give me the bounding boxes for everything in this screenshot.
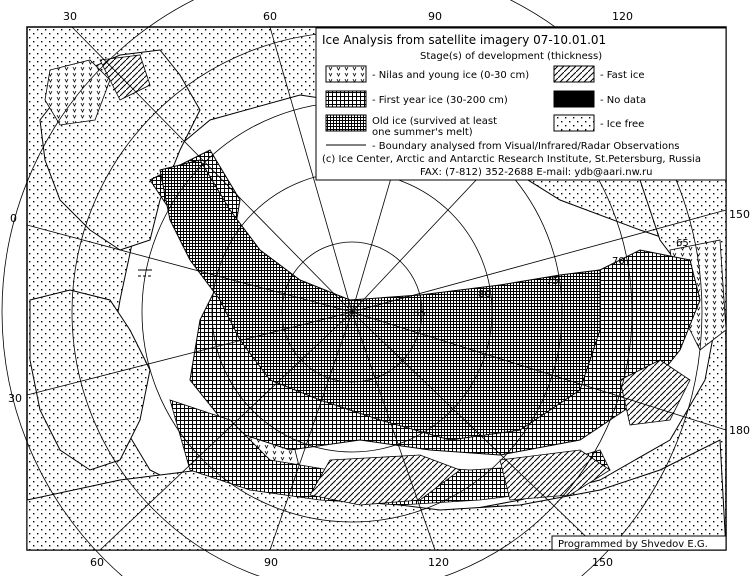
legend-label-ice-free: - Ice free — [600, 119, 645, 130]
legend-swatch-nilas — [326, 66, 366, 82]
lon-label-top-120: 120 — [612, 10, 633, 23]
lat-label-70: 70 — [612, 256, 625, 267]
legend-title: Ice Analysis from satellite imagery 07-10.01.01 — [322, 33, 607, 47]
lat-label-80: 80 — [478, 289, 491, 300]
legend-swatch-ice-free — [554, 115, 594, 131]
lon-label-bottom-120: 120 — [428, 556, 449, 569]
legend-label-old-ice-2: one summer's melt) — [372, 127, 473, 138]
legend-label-first-year: - First year ice (30-200 cm) — [372, 95, 508, 106]
lat-label-65: 65 — [676, 238, 689, 249]
lon-label-top-30: 30 — [63, 10, 77, 23]
legend-label-boundary: - Boundary analysed from Visual/Infrared/Radar Observations — [372, 141, 680, 152]
legend-label-nilas: - Nilas and young ice (0-30 cm) — [372, 70, 530, 81]
lon-label-bottom-60: 60 — [90, 556, 104, 569]
legend-contact: FAX: (7-812) 352-2688 E-mail: ydb@aari.nw.ru — [420, 167, 653, 178]
legend-swatch-old-ice — [326, 115, 366, 131]
lon-label-top-60: 60 — [263, 10, 277, 23]
legend-label-old-ice-1: Old ice (survived at least — [372, 116, 498, 127]
lon-label-right-150: 150 — [729, 208, 750, 221]
lon-label-left-0: 0 — [10, 212, 17, 225]
legend-label-no-data: - No data — [600, 95, 647, 106]
legend-label-fast-ice: - Fast ice — [600, 70, 645, 81]
lat-label-75: 75 — [546, 276, 559, 287]
legend-swatch-first-year — [326, 91, 366, 107]
legend-swatch-no-data — [554, 91, 594, 107]
legend-subtitle: Stage(s) of development (thickness) — [420, 51, 603, 62]
credit-text: Programmed by Shvedov E.G. — [558, 539, 708, 550]
lon-label-left-30: 30 — [8, 392, 22, 405]
lon-label-right-180: 180 — [729, 424, 750, 437]
lon-label-top-90: 90 — [428, 10, 442, 23]
lat-label-85: 85 — [413, 308, 426, 319]
legend-swatch-fast-ice — [554, 66, 594, 82]
lon-label-bottom-150: 150 — [592, 556, 613, 569]
legend — [316, 28, 726, 180]
legend-source: (c) Ice Center, Arctic and Antarctic Research Institute, St.Petersburg, Russia — [322, 154, 701, 165]
lon-label-bottom-90: 90 — [264, 556, 278, 569]
credit-box — [552, 536, 726, 550]
